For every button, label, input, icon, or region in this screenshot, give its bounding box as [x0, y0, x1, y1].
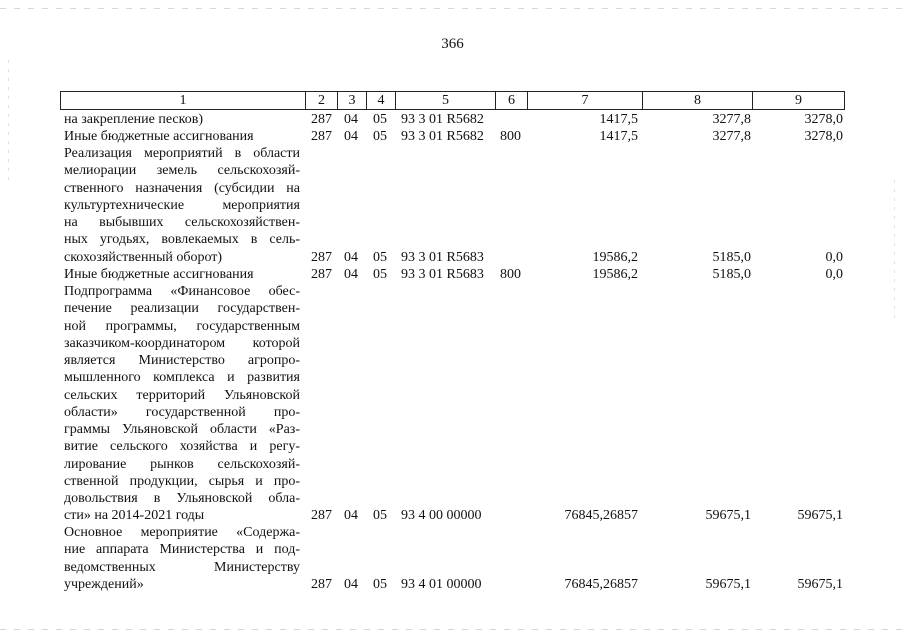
cell-code: 287: [311, 112, 332, 127]
description-line: печение реализации государствен-: [64, 301, 300, 317]
description-line: мышленного комплекса и развития: [64, 370, 300, 386]
cell-amount-9: 59675,1: [797, 508, 843, 523]
header-cell-9: 9: [752, 91, 845, 110]
table-row-description: [64, 145, 300, 266]
cell-code: 287: [311, 577, 332, 592]
description-line: сельских территорий Ульяновской: [64, 387, 300, 403]
description-line: скохозяйственный оборот): [64, 249, 223, 265]
cell-subsection: 05: [373, 508, 387, 523]
cell-target-article: 93 3 01 R5682: [401, 129, 484, 144]
description-line: сти» на 2014-2021 годы: [64, 508, 205, 524]
cell-target-article: 93 3 01 R5682: [401, 112, 484, 127]
description-line: витие сельского хозяйства и регу-: [64, 439, 300, 455]
cell-subsection: 05: [373, 112, 387, 127]
cell-subsection: 05: [373, 267, 387, 282]
header-cell-7: 7: [527, 91, 643, 110]
cell-amount-7: 76845,26857: [564, 577, 638, 592]
header-cell-2: 2: [305, 91, 338, 110]
header-cell-5: 5: [395, 91, 496, 110]
header-cell-4: 4: [366, 91, 396, 110]
cell-amount-8: 59675,1: [705, 577, 751, 592]
description-line: области» государственной про-: [64, 404, 300, 420]
cell-amount-7: 1417,5: [599, 129, 638, 144]
cell-subsection: 05: [373, 577, 387, 592]
description-line: на закрепление песков): [64, 112, 203, 127]
table-row-description: [64, 283, 300, 525]
description-line: ной программы, государственным: [64, 318, 300, 334]
cell-amount-7: 76845,26857: [564, 508, 638, 523]
description-line: заказчиком-координатором которой: [64, 335, 300, 351]
description-line: ственной продукции, сырья и про-: [64, 473, 300, 489]
cell-amount-9: 0,0: [825, 267, 843, 282]
cell-code: 287: [311, 129, 332, 144]
description-line: ние аппарата Министерства и под-: [64, 542, 300, 558]
cell-target-article: 93 3 01 R5683: [401, 267, 484, 282]
cell-section: 04: [344, 508, 358, 523]
description-line: мелиорации земель сельскохозяй-: [64, 163, 300, 179]
cell-subsection: 05: [373, 250, 387, 265]
cell-amount-8: 3277,8: [712, 112, 751, 127]
cell-code: 287: [311, 267, 332, 282]
cell-amount-8: 5185,0: [712, 250, 751, 265]
cell-expense-type: 800: [500, 267, 521, 282]
header-cell-6: 6: [495, 91, 528, 110]
page-number: 366: [441, 36, 464, 52]
cell-target-article: 93 3 01 R5683: [401, 250, 484, 265]
description-line: Подпрограмма «Финансовое обес-: [64, 284, 300, 299]
cell-amount-8: 3277,8: [712, 129, 751, 144]
cell-amount-8: 5185,0: [712, 267, 751, 282]
header-cell-3: 3: [337, 91, 367, 110]
cell-target-article: 93 4 01 00000: [401, 577, 482, 592]
cell-amount-9: 0,0: [825, 250, 843, 265]
description-line: ведомственных Министерству: [64, 559, 300, 575]
description-line: ственного назначения (субсидии на: [64, 180, 300, 196]
cell-amount-9: 3278,0: [804, 129, 843, 144]
cell-code: 287: [311, 250, 332, 265]
description-line: Реализация мероприятий в области: [64, 146, 300, 161]
cell-amount-7: 19586,2: [592, 250, 638, 265]
cell-section: 04: [344, 250, 358, 265]
description-line: Иные бюджетные ассигнования: [64, 267, 254, 282]
cell-expense-type: 800: [500, 129, 521, 144]
cell-subsection: 05: [373, 129, 387, 144]
description-line: на выбывших сельскохозяйствен-: [64, 215, 300, 230]
cell-amount-9: 59675,1: [797, 577, 843, 592]
table-row-description: [64, 266, 300, 283]
description-line: учреждений»: [64, 576, 144, 592]
cell-section: 04: [344, 129, 358, 144]
table-row-description: [64, 128, 300, 145]
description-line: лирование рынков сельскохозяй-: [64, 456, 300, 472]
cell-section: 04: [344, 112, 358, 127]
cell-amount-8: 59675,1: [705, 508, 751, 523]
cell-code: 287: [311, 508, 332, 523]
cell-amount-9: 3278,0: [804, 112, 843, 127]
description-line: Основное мероприятие «Содержа-: [64, 525, 300, 540]
description-line: ных угодьях, вовлекаемых в сель-: [64, 232, 300, 248]
description-line: культуртехнические мероприятия: [64, 197, 300, 213]
cell-target-article: 93 4 00 00000: [401, 508, 482, 523]
cell-amount-7: 19586,2: [592, 267, 638, 282]
header-cell-8: 8: [642, 91, 753, 110]
header-cell-1: 1: [60, 91, 306, 110]
description-line: является Министерство агропро-: [64, 353, 300, 368]
description-line: граммы Ульяновской области «Раз-: [64, 422, 300, 437]
description-line: довольствия в Ульяновской обла-: [64, 491, 300, 506]
table-row-description: [64, 111, 300, 128]
cell-section: 04: [344, 267, 358, 282]
table-row-description: [64, 524, 300, 593]
cell-section: 04: [344, 577, 358, 592]
description-line: Иные бюджетные ассигнования: [64, 129, 254, 144]
cell-amount-7: 1417,5: [599, 112, 638, 127]
